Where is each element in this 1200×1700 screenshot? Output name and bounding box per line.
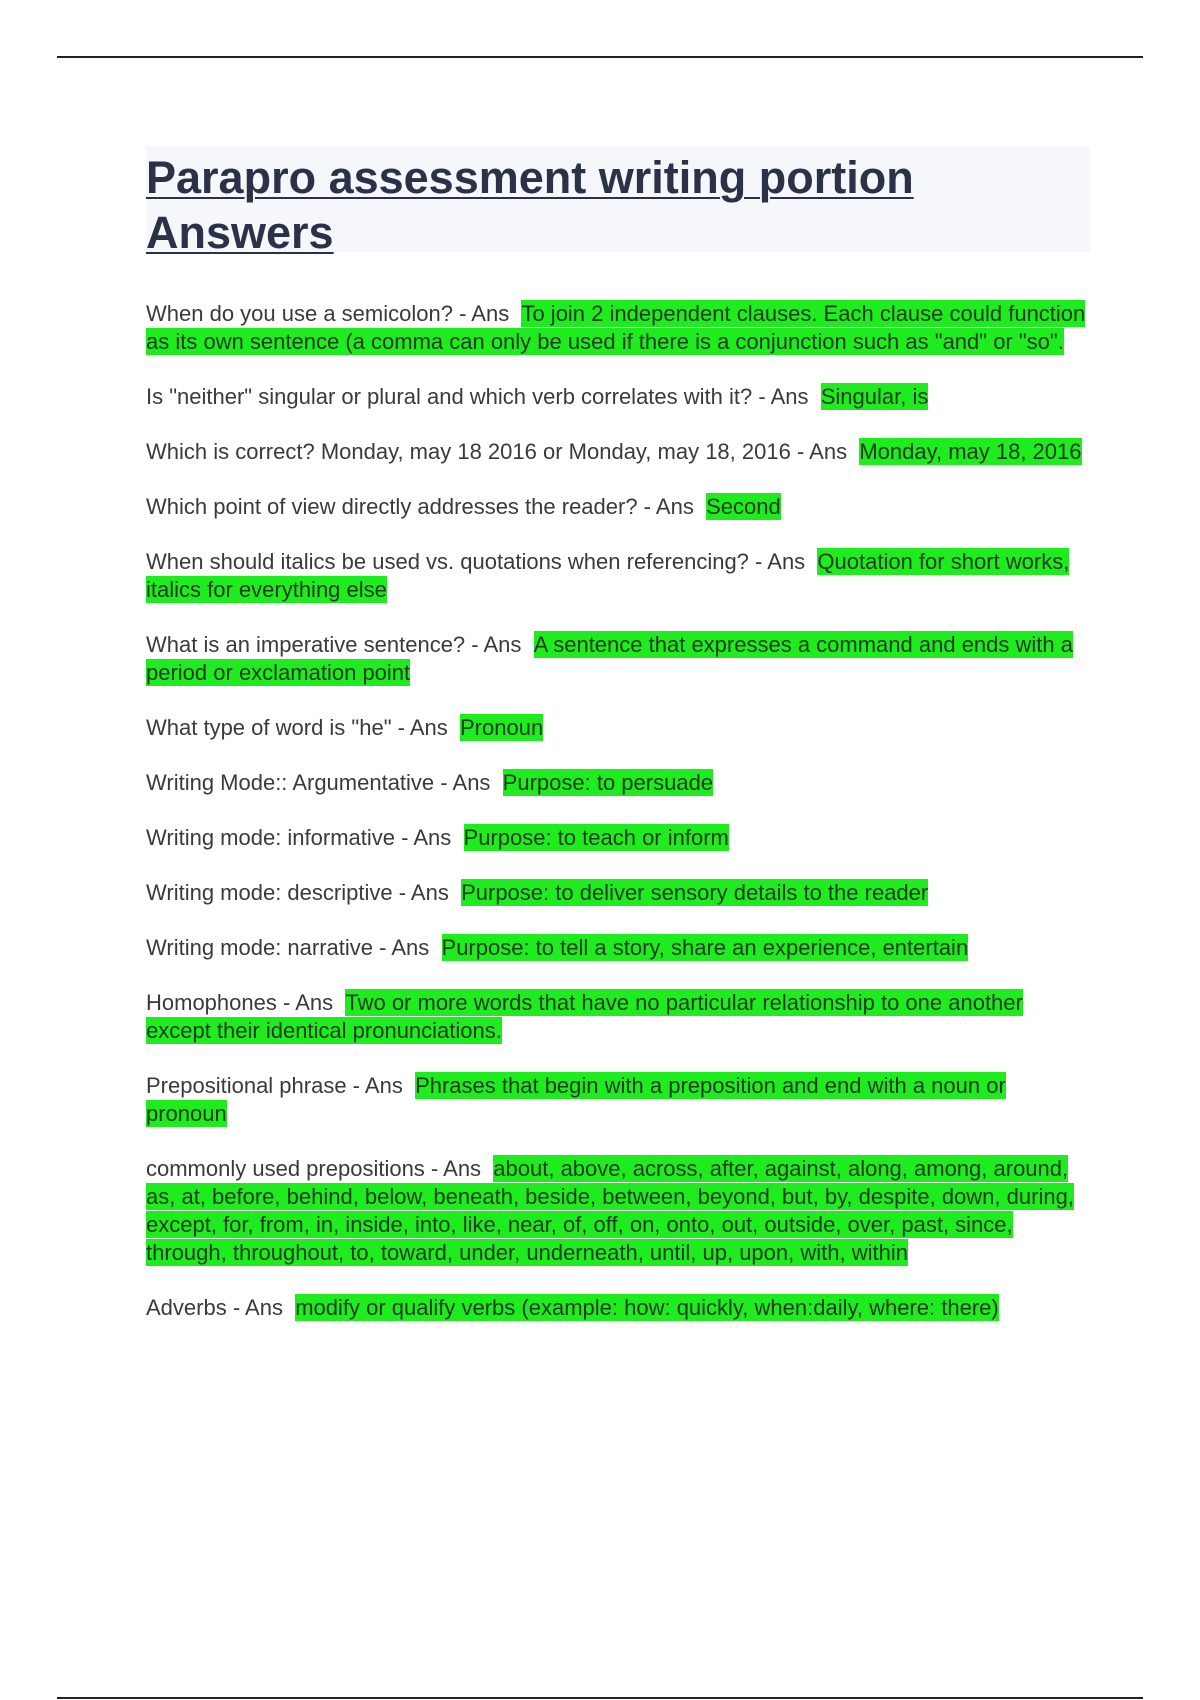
answer-highlight: Singular, is xyxy=(820,384,929,409)
answer-label: Ans xyxy=(767,549,806,574)
qa-item xyxy=(146,1072,1090,1128)
qa-item xyxy=(146,934,1090,962)
top-rule xyxy=(57,56,1143,58)
qa-list xyxy=(146,300,1090,1322)
qa-item xyxy=(146,300,1090,356)
answer-highlight: Purpose: to teach or inform xyxy=(463,825,729,850)
question-text: Homophones - xyxy=(146,990,296,1015)
qa-item xyxy=(146,1155,1090,1267)
answer-highlight: Monday, may 18, 2016 xyxy=(859,439,1082,464)
answer-label: Ans xyxy=(409,715,448,740)
answer-highlight: Pronoun xyxy=(460,715,544,740)
qa-item xyxy=(146,1294,1090,1322)
question-text: Writing mode: informative - xyxy=(146,825,414,850)
qa-item xyxy=(146,879,1090,907)
qa-item xyxy=(146,714,1090,742)
answer-label: Ans xyxy=(770,384,809,409)
qa-item xyxy=(146,824,1090,852)
qa-item xyxy=(146,383,1090,411)
qa-item xyxy=(146,548,1090,604)
answer-label: Ans xyxy=(295,990,334,1015)
answer-label: Ans xyxy=(655,494,694,519)
question-text: Writing mode: descriptive - xyxy=(146,880,411,905)
answer-label: Ans xyxy=(809,439,848,464)
bottom-rule xyxy=(57,1697,1143,1699)
answer-label: Ans xyxy=(471,301,510,326)
question-text: Prepositional phrase - xyxy=(146,1073,365,1098)
question-text: When should italics be used vs. quotations when referencing? - xyxy=(146,549,768,574)
answer-label: Ans xyxy=(391,935,430,960)
answer-label: Ans xyxy=(452,770,491,795)
answer-label: Ans xyxy=(443,1156,482,1181)
answer-highlight: Purpose: to persuade xyxy=(502,770,714,795)
answer-highlight: Second xyxy=(706,494,781,519)
answer-label: Ans xyxy=(483,632,522,657)
qa-item xyxy=(146,769,1090,797)
question-text: commonly used prepositions - xyxy=(146,1156,444,1181)
question-text: Adverbs - xyxy=(146,1295,246,1320)
answer-highlight: Phrases that begin with a preposition and end with a noun or pronoun xyxy=(146,1073,1006,1126)
question-text: Which point of view directly addresses the reader? - xyxy=(146,494,656,519)
answer-label: Ans xyxy=(410,880,449,905)
question-text: What type of word is "he" - xyxy=(146,715,410,740)
question-text: What is an imperative sentence? - xyxy=(146,632,484,657)
question-text: Writing mode: narrative - xyxy=(146,935,392,960)
answer-label: Ans xyxy=(364,1073,403,1098)
qa-item xyxy=(146,438,1090,466)
answer-highlight: about, above, across, after, against, along, among, around, as, at, before, behind, below, beneath, beside, between, beyond, but, by, despite, down, during, except, for, from, in, inside, into, like, near, of, off, on, onto, out, outside, over, past, since, through, throughout, to, toward, under, underneath, until, up, upon, with, within xyxy=(146,1156,1074,1265)
answer-label: Ans xyxy=(245,1295,283,1320)
question-text: Is "neither" singular or plural and which verb correlates with it? - xyxy=(146,384,771,409)
document-body xyxy=(146,146,1090,1349)
qa-item xyxy=(146,989,1090,1045)
qa-item xyxy=(146,493,1090,521)
question-text: Which is correct? Monday, may 18 2016 or Monday, may 18, 2016 - xyxy=(146,439,810,464)
answer-highlight: To join 2 independent clauses. Each clause could function as its own sentence (a comma can only be used if there is a conjunction such as "and" or "so". xyxy=(146,301,1086,354)
question-text: When do you use a semicolon? - xyxy=(146,301,472,326)
answer-highlight: Purpose: to tell a story, share an experience, entertain xyxy=(441,935,969,960)
answer-label: Ans xyxy=(413,825,452,850)
answer-highlight: A sentence that expresses a command and ends with a period or exclamation point xyxy=(146,632,1073,685)
document-title: Parapro assessment writing portion Answers xyxy=(146,152,914,258)
answer-highlight: Purpose: to deliver sensory details to the reader xyxy=(461,880,929,905)
answer-highlight: modify or qualify verbs (example: how: quickly, when:daily, where: there) xyxy=(295,1295,999,1320)
answer-highlight: Quotation for short works, italics for everything else xyxy=(146,549,1070,602)
title-block xyxy=(146,146,1090,258)
answer-highlight: Two or more words that have no particular relationship to one another except their identical pronunciations. xyxy=(146,990,1023,1043)
question-text: Writing Mode:: Argumentative - xyxy=(146,770,453,795)
qa-item xyxy=(146,631,1090,687)
